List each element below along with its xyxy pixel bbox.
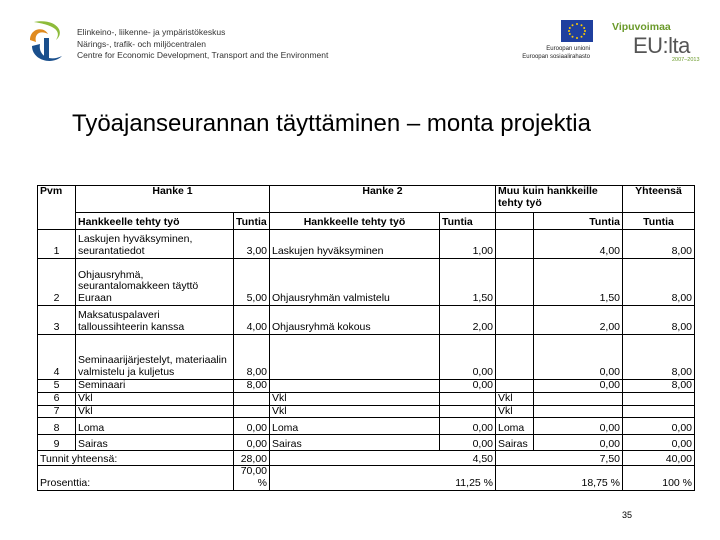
total-cell: 8,00 (623, 259, 695, 306)
vipuvoimaa-label: Vipuvoimaa (612, 21, 671, 33)
pvm-cell: 1 (38, 230, 76, 259)
total-cell: 8,00 (623, 306, 695, 335)
h1-work-cell: Seminaari (76, 380, 234, 393)
pvm-cell: 2 (38, 259, 76, 306)
h1-work-cell: Seminaarijärjestelyt, materiaalin valmistelu ja kuljetus (76, 335, 234, 380)
muu-hours-cell: 1,50 (534, 259, 623, 306)
h1-hours-cell (234, 392, 270, 405)
totals-h1: 28,00 (234, 451, 270, 466)
table-row (38, 335, 695, 380)
org-line-sv: Närings-, trafik- och miljöcentralen (77, 38, 206, 49)
percent-row (38, 466, 695, 491)
slide-title: Työajanseurannan täyttäminen – monta projektia (72, 110, 591, 137)
ely-centre-logo (26, 18, 70, 66)
header-muu-hours: Tuntia (534, 213, 623, 230)
muu-work-cell (496, 335, 534, 380)
total-cell (623, 405, 695, 418)
table-row (38, 230, 695, 259)
total-cell: 8,00 (623, 380, 695, 393)
h2-work-cell (270, 380, 440, 393)
muu-work-cell (496, 230, 534, 259)
muu-work-cell (496, 380, 534, 393)
table-row (38, 380, 695, 393)
header-muu: Muu kuin hankkeille tehty työ (496, 186, 623, 213)
pvm-cell: 6 (38, 392, 76, 405)
h2-hours-cell (440, 392, 496, 405)
h1-hours-cell: 8,00 (234, 335, 270, 380)
percent-label: Prosenttia: (38, 466, 234, 491)
header-muu-work (496, 213, 534, 230)
eu-line-1: Euroopan unioni (546, 46, 590, 52)
h2-hours-cell: 0,00 (440, 418, 496, 435)
h1-work-cell: Vkl (76, 405, 234, 418)
muu-hours-cell: 0,00 (534, 418, 623, 435)
pvm-cell: 5 (38, 380, 76, 393)
table-header-row-1 (38, 186, 695, 213)
h1-work-cell: Laskujen hyväksyminen, seurantatiedot (76, 230, 234, 259)
header-h1-work: Hankkeelle tehty työ (76, 213, 234, 230)
h1-hours-cell: 3,00 (234, 230, 270, 259)
h1-work-cell: Loma (76, 418, 234, 435)
h1-work-cell: Sairas (76, 435, 234, 451)
muu-hours-cell (534, 392, 623, 405)
table-row (38, 435, 695, 451)
muu-hours-cell: 4,00 (534, 230, 623, 259)
total-cell: 0,00 (623, 418, 695, 435)
page-number: 35 (622, 510, 633, 520)
percent-h2: 11,25 % (270, 466, 496, 491)
muu-work-cell: Loma (496, 418, 534, 435)
pvm-cell: 4 (38, 335, 76, 380)
euita-logo: EU:lta (633, 33, 690, 58)
totals-row (38, 451, 695, 466)
header-h2-work: Hankkeelle tehty työ (270, 213, 440, 230)
header-total: Tuntia (623, 213, 695, 230)
percent-total: 100 % (623, 466, 695, 491)
muu-hours-cell: 2,00 (534, 306, 623, 335)
h2-hours-cell: 2,00 (440, 306, 496, 335)
total-cell: 8,00 (623, 335, 695, 380)
org-line-en: Centre for Economic Development, Transport and the Environment (77, 50, 329, 60)
header-pvm: Pvm (38, 186, 76, 230)
header-h1-hours: Tuntia (234, 213, 270, 230)
eu-line-2: Euroopan sosiaalirahasto (522, 54, 590, 60)
h2-work-cell: Laskujen hyväksyminen (270, 230, 440, 259)
h2-work-cell: Loma (270, 418, 440, 435)
muu-hours-cell: 0,00 (534, 435, 623, 451)
h1-hours-cell: 5,00 (234, 259, 270, 306)
h2-work-cell: Vkl (270, 405, 440, 418)
header-hanke1: Hanke 1 (76, 186, 270, 213)
muu-work-cell (496, 306, 534, 335)
h1-hours-cell: 4,00 (234, 306, 270, 335)
pvm-cell: 3 (38, 306, 76, 335)
h2-hours-cell: 0,00 (440, 335, 496, 380)
org-line-fi: Elinkeino-, liikenne- ja ympäristökeskus (77, 27, 226, 37)
header-h2-hours: Tuntia (440, 213, 496, 230)
totals-total: 40,00 (623, 451, 695, 466)
muu-hours-cell: 0,00 (534, 335, 623, 380)
header-yhteensa: Yhteensä (623, 186, 695, 213)
h1-work-cell: Maksatuspalaveri talloussihteerin kanssa (76, 306, 234, 335)
eu-caption (516, 45, 590, 61)
pvm-cell: 8 (38, 418, 76, 435)
muu-hours-cell: 0,00 (534, 380, 623, 393)
totals-muu: 7,50 (496, 451, 623, 466)
h2-hours-cell: 0,00 (440, 435, 496, 451)
muu-work-cell: Vkl (496, 392, 534, 405)
header-hanke2: Hanke 2 (270, 186, 496, 213)
h1-work-cell: Vkl (76, 392, 234, 405)
table-row (38, 392, 695, 405)
total-cell: 0,00 (623, 435, 695, 451)
h2-work-cell: Vkl (270, 392, 440, 405)
euita-years: 2007–2013 (672, 57, 700, 63)
percent-h1: 70,00 % (234, 466, 270, 491)
table-row (38, 259, 695, 306)
h2-work-cell (270, 335, 440, 380)
h2-hours-cell: 1,50 (440, 259, 496, 306)
organization-name (77, 27, 328, 62)
percent-muu: 18,75 % (496, 466, 623, 491)
muu-work-cell: Sairas (496, 435, 534, 451)
eu-flag-icon (561, 20, 593, 42)
h2-work-cell: Ohjausryhmän valmistelu (270, 259, 440, 306)
table-row (38, 405, 695, 418)
muu-work-cell: Vkl (496, 405, 534, 418)
h2-hours-cell (440, 405, 496, 418)
table-header-row-2 (38, 213, 695, 230)
h2-work-cell: Ohjausryhmä kokous (270, 306, 440, 335)
h1-hours-cell (234, 405, 270, 418)
pvm-cell: 7 (38, 405, 76, 418)
h1-hours-cell: 0,00 (234, 435, 270, 451)
muu-work-cell (496, 259, 534, 306)
h2-work-cell: Sairas (270, 435, 440, 451)
table-row (38, 418, 695, 435)
h2-hours-cell: 0,00 (440, 380, 496, 393)
timesheet-table (37, 185, 695, 491)
total-cell (623, 392, 695, 405)
muu-hours-cell (534, 405, 623, 418)
h1-hours-cell: 8,00 (234, 380, 270, 393)
table-row (38, 306, 695, 335)
total-cell: 8,00 (623, 230, 695, 259)
pvm-cell: 9 (38, 435, 76, 451)
totals-h2: 4,50 (270, 451, 496, 466)
h1-work-cell: Ohjausryhmä, seurantalomakkeen täyttö Euraan (76, 259, 234, 306)
h1-hours-cell: 0,00 (234, 418, 270, 435)
totals-label: Tunnit yhteensä: (38, 451, 234, 466)
h2-hours-cell: 1,00 (440, 230, 496, 259)
